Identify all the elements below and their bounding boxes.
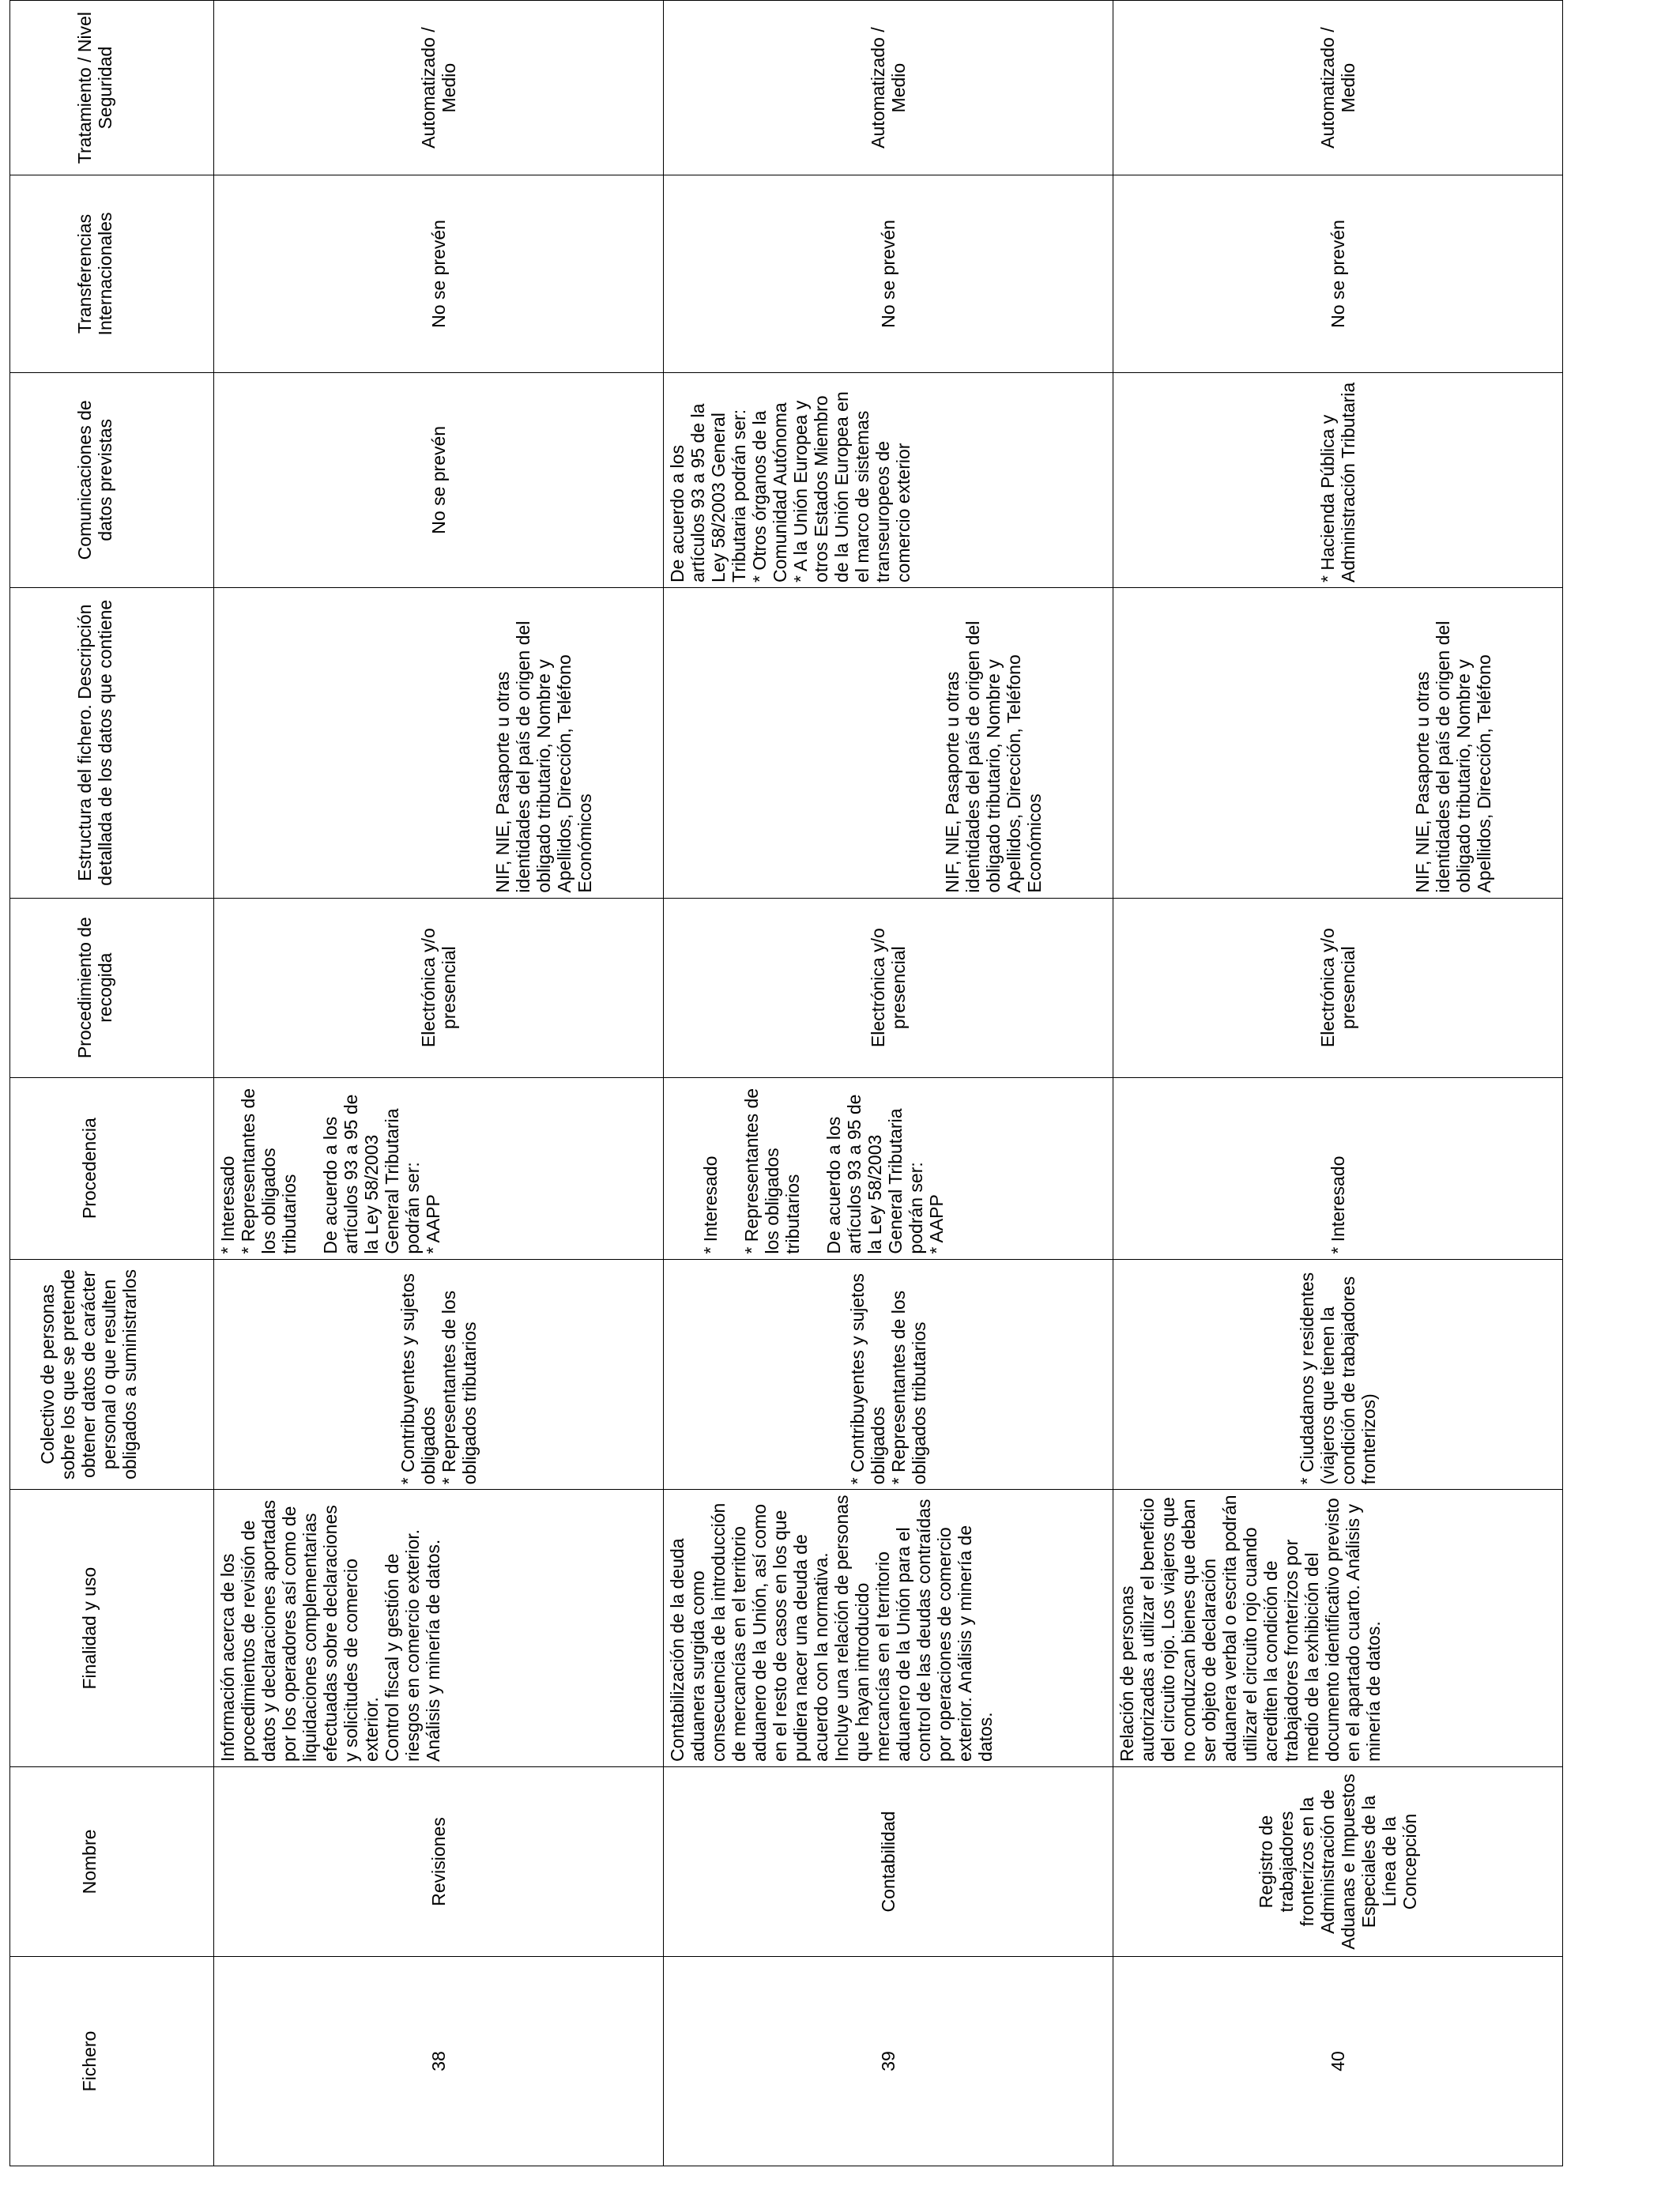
header-comunicaciones: Comunicaciones de datos previstas: [10, 372, 214, 587]
cell-fichero: 38: [214, 1957, 664, 2166]
table-row: [214, 1, 664, 2166]
cell-comunicaciones: * Hacienda Pública y Administración Tributaria: [1113, 372, 1563, 587]
cell-transferencias: No se prevén: [214, 175, 664, 372]
header-procedimiento: Procedimiento de recogida: [10, 898, 214, 1077]
header-fichero: Fichero: [10, 1957, 214, 2166]
cell-procedencia: * Interesado * Representantes de los obligados tributarios De acuerdo a los artículos 93 a 95 de la Ley 58/2003 General Tributaria podrán ser: * AAPP: [664, 1077, 1113, 1259]
cell-estructura: NIF, NIE, Pasaporte u otras identidades del país de origen del obligado tributario, Nombre y Apellidos, Dirección, Teléfono: [1113, 587, 1563, 898]
header-row: [10, 1, 214, 2166]
cell-finalidad: Información acerca de los procedimientos de revisión de datos y declaraciones aportadas por los operadores así como de liquidaciones complementarias efectuadas sobre declaraciones y solicitudes de comercio exterior. Control fiscal y gestión de riesgos en comercio exterior. Análisis y minería de datos.: [214, 1490, 664, 1767]
header-estructura: Estructura del fichero. Descripción detallada de los datos que contiene: [10, 587, 214, 898]
header-transferencias: Transferencias Internacionales: [10, 175, 214, 372]
header-nombre: Nombre: [10, 1767, 214, 1957]
cell-estructura: NIF, NIE, Pasaporte u otras identidades del país de origen del obligado tributario, Nombre y Apellidos, Dirección, Teléfono Económicos: [214, 587, 664, 898]
cell-colectivo: * Contribuyentes y sujetos obligados * Representantes de los obligados tributarios: [664, 1259, 1113, 1490]
cell-nombre: Registro de trabajadores fronterizos en la Administración de Aduanas e Impuestos Especiales de la Línea de la Concepción: [1113, 1767, 1563, 1957]
cell-procedencia: * Interesado: [1113, 1077, 1563, 1259]
header-finalidad: Finalidad y uso: [10, 1490, 214, 1767]
table-row: [664, 1, 1113, 2166]
cell-tratamiento: Automatizado / Medio: [214, 1, 664, 175]
cell-comunicaciones: No se prevén: [214, 372, 664, 587]
cell-fichero: 39: [664, 1957, 1113, 2166]
cell-finalidad: Relación de personas autorizadas a utilizar el beneficio del circuito rojo. Los viajeros que no conduzcan bienes que deban ser objeto de declaración aduanera verbal o escrita podrán utilizar el circuito rojo cuando acrediten la condición de trabajadores fronterizos por medio de la exhibición del documento identificativo previsto en el apartado cuarto. Análisis y minería de datos.: [1113, 1490, 1563, 1767]
cell-tratamiento: Automatizado / Medio: [664, 1, 1113, 175]
cell-procedimiento: Electrónica y/o presencial: [1113, 898, 1563, 1077]
cell-transferencias: No se prevén: [1113, 175, 1563, 372]
cell-procedimiento: Electrónica y/o presencial: [214, 898, 664, 1077]
ficheros-table: [9, 0, 1563, 2166]
cell-fichero: 40: [1113, 1957, 1563, 2166]
cell-transferencias: No se prevén: [664, 175, 1113, 372]
table-row: [1113, 1, 1563, 2166]
cell-colectivo: * Contribuyentes y sujetos obligados * Representantes de los obligados tributarios: [214, 1259, 664, 1490]
cell-tratamiento: Automatizado / Medio: [1113, 1, 1563, 175]
cell-estructura: NIF, NIE, Pasaporte u otras identidades del país de origen del obligado tributario, Nombre y Apellidos, Dirección, Teléfono Económicos: [664, 587, 1113, 898]
header-tratamiento: Tratamiento / Nivel Seguridad: [10, 1, 214, 175]
cell-finalidad: Contabilización de la deuda aduanera surgida como consecuencia de la introducción de mercancías en el territorio aduanero de la Unión, así como en el resto de casos en los que pudiera nacer una deuda de acuerdo con la normativa. Incluye una relación de personas que hayan introducido mercancías en el territorio aduanero de la Unión para el control de las deudas contraídas por operaciones de comercio exterior. Análisis y minería de datos.: [664, 1490, 1113, 1767]
header-colectivo: Colectivo de personas sobre los que se pretende obtener datos de carácter personal o que resulten obligados a suministrarlos: [10, 1259, 214, 1490]
header-procedencia: Procedencia: [10, 1077, 214, 1259]
cell-colectivo: * Ciudadanos y residentes (viajeros que tienen la condición de trabajadores fronterizos): [1113, 1259, 1563, 1490]
cell-comunicaciones: De acuerdo a los artículos 93 a 95 de la Ley 58/2003 General Tributaria podrán ser: * Otros órganos de la Comunidad Autónoma * A la Unión Europea y otros Estados Miembro de la Unión Europea en el marco de sistemas transeuropeos de comercio exterior: [664, 372, 1113, 587]
cell-nombre: Revisiones: [214, 1767, 664, 1957]
cell-procedencia: * Interesado * Representantes de los obligados tributarios De acuerdo a los artículos 93 a 95 de la Ley 58/2003 General Tributaria podrán ser: * AAPP: [214, 1077, 664, 1259]
cell-procedimiento: Electrónica y/o presencial: [664, 898, 1113, 1077]
cell-nombre: Contabilidad: [664, 1767, 1113, 1957]
